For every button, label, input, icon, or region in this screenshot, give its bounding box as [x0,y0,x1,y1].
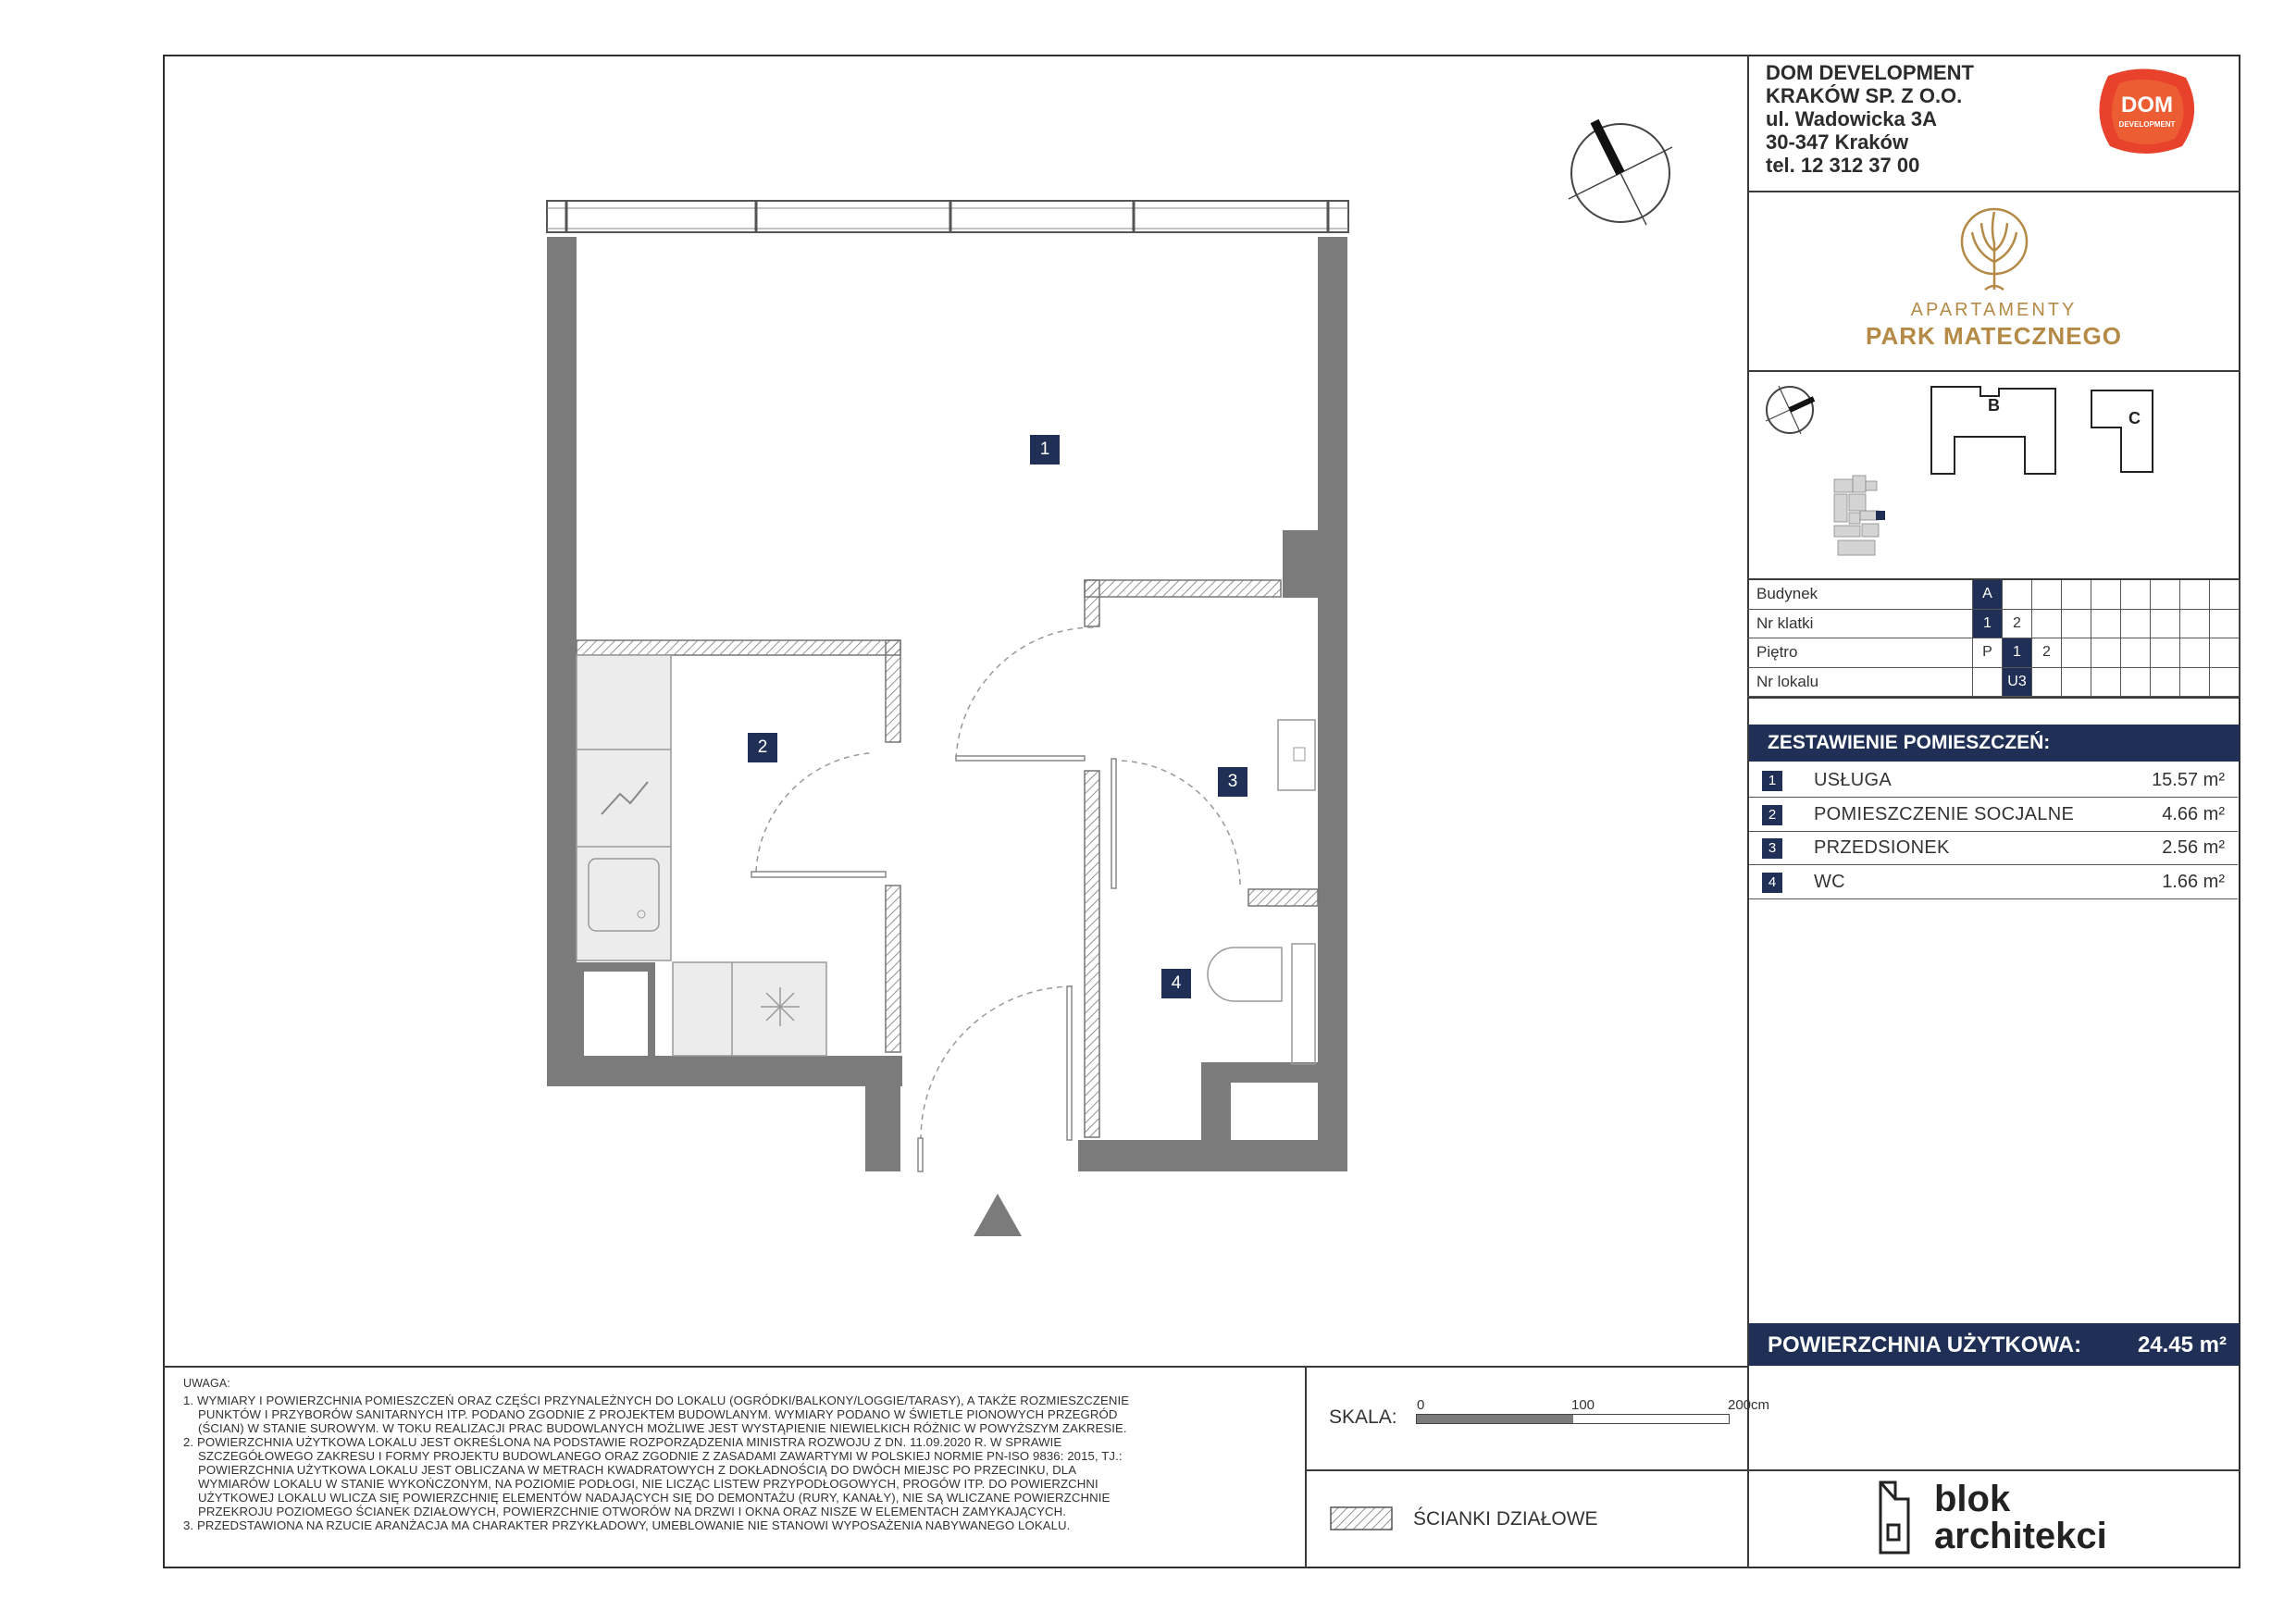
grid-cell: 2 [2003,610,2032,639]
usable-area-bar [1749,1323,2240,1366]
rooms-summary-header [1749,725,2240,762]
note-line: 1. WYMIARY I POWIERZCHNIA POMIESZCZEŃ ORAZ CZĘŚCI PRZYNALEŻNYCH DO LOKALU (OGRÓDKI/BALKONY/LOGGIE/TARASY), A TAKŻE ROZMIESZCZENIE [183,1394,1130,1407]
grid-cell [2062,638,2091,668]
room-area: 2.56 m² [2162,837,2225,858]
grid-cell [2151,638,2180,668]
blok-architekci-icon [1877,1479,1912,1556]
grid-cell [2091,610,2121,639]
grid-cell [2151,668,2180,698]
rooms-summary-heading: ZESTAWIENIE POMIESZCZEŃ: [1768,732,2051,753]
grid-cell [2210,610,2240,639]
grid-cell: 2 [2032,638,2062,668]
grid-cell [2032,580,2062,610]
grid-row-label: Nr klatki [1747,610,1973,639]
tap-icon [1294,748,1305,761]
company-phone: tel. 12 312 37 00 [1766,154,1920,177]
toilet-icon [1208,948,1282,1001]
company-name: DOM DEVELOPMENT [1766,61,1974,84]
company-legal-name: KRAKÓW SP. Z O.O. [1766,84,1963,107]
scale-bar [1416,1414,1730,1424]
grid-row-label: Nr lokalu [1747,668,1973,698]
room-label-3: 3 [1218,767,1247,797]
room-label-2: 2 [748,733,777,762]
key-compass-icon [1766,386,1814,434]
window-railing [547,201,1348,232]
room-area: 15.57 m² [2152,770,2225,790]
room-row [1749,799,2238,832]
footer-divider [163,1366,1749,1368]
washbasin-icon [1278,720,1315,790]
project-logo [1747,192,2240,370]
key-plan-marker [1876,511,1885,520]
location-grid [1747,580,2240,697]
scale-tick-200: 200cm [1728,1397,1770,1413]
usable-area-value: 24.45 m² [2137,1332,2227,1357]
architect-line2: architekci [1934,1516,2107,1556]
grid-cell [1973,668,2003,698]
building-c-label: C [2128,409,2141,427]
scale-tick-0: 0 [1417,1397,1425,1413]
grid-cell [2091,638,2121,668]
scale-bar-fill [1417,1415,1573,1423]
room-number: 2 [1762,805,1782,825]
grid-cell [2062,610,2091,639]
logo-text-main: DOM [2121,93,2173,118]
company-city: 30-347 Kraków [1766,130,1909,154]
grid-cell [2210,638,2240,668]
room-name: USŁUGA [1814,770,1893,790]
note-line: 2. POWIERZCHNIA UŻYTKOWA LOKALU JEST OKREŚLONA NA PODSTAWIE ROZPORZĄDZENIA MINISTRA ROZWOJU Z DN. 11.09.2020 R. W SPRAWIE [183,1435,1062,1449]
building-c-outline [2091,390,2153,472]
scale-legend-divider [1305,1469,1749,1471]
grid-cell [2032,668,2062,698]
grid-cell: U3 [2003,668,2032,698]
floor-plan [163,55,1747,1366]
dom-development-logo [2090,67,2204,157]
room-area: 4.66 m² [2162,803,2225,824]
grid-cell [2121,610,2151,639]
architect-line1: blok [1934,1479,2011,1519]
grid-cell [2003,580,2032,610]
company-info [1766,61,2043,177]
scale-tick-100: 100 [1571,1397,1595,1413]
room-number: 1 [1762,771,1782,791]
room-name: POMIESZCZENIE SOCJALNE [1814,803,2075,824]
note-line: UŻYTKOWEJ LOKALU WLICZA SIĘ POWIERZCHNIĘ ELEMENTÓW NADAJĄCYCH SIĘ DO DEMONTAŻU (RURY, KANAŁY), NIE SĄ WLICZANE POWIERZCHNIE [198,1491,1111,1505]
room-number: 3 [1762,838,1782,859]
grid-cell [2180,668,2210,698]
grid-cell [2210,668,2240,698]
grid-cell [2210,580,2240,610]
grid-cell [2091,668,2121,698]
toilet-cistern-icon [1292,944,1315,1064]
grid-cell [2180,610,2210,639]
grid-cell [2121,638,2151,668]
grid-cell [2180,638,2210,668]
tree-icon [1957,206,2031,291]
compass-icon [1569,121,1672,225]
room-name: WC [1814,871,1845,892]
room-area: 1.66 m² [2162,871,2225,892]
logo-text-sub: DEVELOPMENT [2118,120,2176,129]
note-line: POWIERZCHNIA UŻYTKOWA LOKALU JEST OBLICZANA W METRACH KWADRATOWYCH Z DOKŁADNOŚCIĄ DO DWÓCH MIEJSC PO PRZECINKU, DLA [198,1463,1077,1477]
note-line: SZCZEGÓŁOWEGO ZAKRESU I FORMY PROJEKTU BUDOWLANEGO ORAZ ZGODNIE Z ZASADAMI ZAWARTYMI W POLSKIEJ NORMIE PN-ISO 9836: 2015, TJ.: [198,1449,1123,1463]
grid-row-label: Budynek [1747,580,1973,610]
room-label-1: 1 [1030,435,1060,465]
room-number: 4 [1762,873,1782,893]
grid-cell [2121,668,2151,698]
grid-cell [2091,580,2121,610]
scale-divider [1305,1366,1307,1568]
grid-cell [2151,610,2180,639]
room-row [1749,832,2238,865]
grid-cell: 1 [2003,638,2032,668]
grid-cell: A [1973,580,2003,610]
scale-label: SKALA: [1329,1406,1397,1428]
room-row [1749,764,2238,798]
entrance-arrow-icon [974,1194,1022,1236]
legend-partition-label: ŚCIANKI DZIAŁOWE [1413,1508,1598,1530]
cooktop-icon [761,987,800,1026]
divider [1747,1469,2240,1471]
partition-hatch-icon [1330,1506,1393,1530]
grid-cell: 1 [1973,610,2003,639]
grid-cell [2032,610,2062,639]
notes-heading: UWAGA: [183,1377,230,1390]
project-line1: APARTAMENTY [1910,300,2078,320]
divider [1747,697,2240,699]
project-line2: PARK MATECZNEGO [1866,322,2122,350]
kitchen-counter [577,655,826,1056]
grid-row-label: Piętro [1747,638,1973,668]
note-line: 3. PRZEDSTAWIONA NA RZUCIE ARANŻACJA MA CHARAKTER PRZYKŁADOWY, UMEBLOWANIE NIE STANOWI WYPOSAŻENIA NABYWANEGO LOKALU. [183,1518,1071,1532]
grid-cell [2062,580,2091,610]
note-line: PRZEKROJU POZIOMEGO ŚCIANEK DZIAŁOWYCH, POWIERZCHNIE OTWORÓW NA DRZWI I OKNA ORAZ NISZE W ELEMENTACH ZAMYKAJĄCYCH. [198,1505,1067,1518]
grid-cell [2121,580,2151,610]
site-mini-plan [1834,476,1879,555]
grid-cell [2180,580,2210,610]
note-line: WYMIARÓW LOKALU W STANIE WYKOŃCZONYM, NA POZIOMIE PODŁOGI, NIE LICZĄC LISTEW PRZYPODŁOGOWYCH, PROGÓW ITP. DO POWIERZCHNI [198,1477,1098,1491]
grid-cell [2151,580,2180,610]
note-line: (ŚCIAN) W STANIE SUROWYM. W TOKU REALIZACJI PRAC BUDOWLANYCH MOŻLIWE JEST WYSTĄPIENIE NIEWIELKICH RÓŻNIC W POWYŻSZYM ZAKRESIE. [198,1421,1127,1435]
grid-cell [2062,668,2091,698]
building-b-label: B [1988,396,2000,415]
room-label-4: 4 [1161,969,1191,998]
company-street: ul. Wadowicka 3A [1766,107,1938,130]
room-row [1749,866,2238,899]
notes-block [183,1377,1298,1532]
grid-cell: P [1973,638,2003,668]
room-name: PRZEDSIONEK [1814,837,1950,858]
note-line: PUNKTÓW I PRZYBORÓW SANITARNYCH ITP. PODANO ZGODNIE Z PROJEKTEM BUDOWLANYM. WYMIARY PODANO W ŚWIETLE PIONOWYCH PRZEGRÓD [198,1407,1118,1421]
usable-area-label: POWIERZCHNIA UŻYTKOWA: [1768,1332,2082,1357]
